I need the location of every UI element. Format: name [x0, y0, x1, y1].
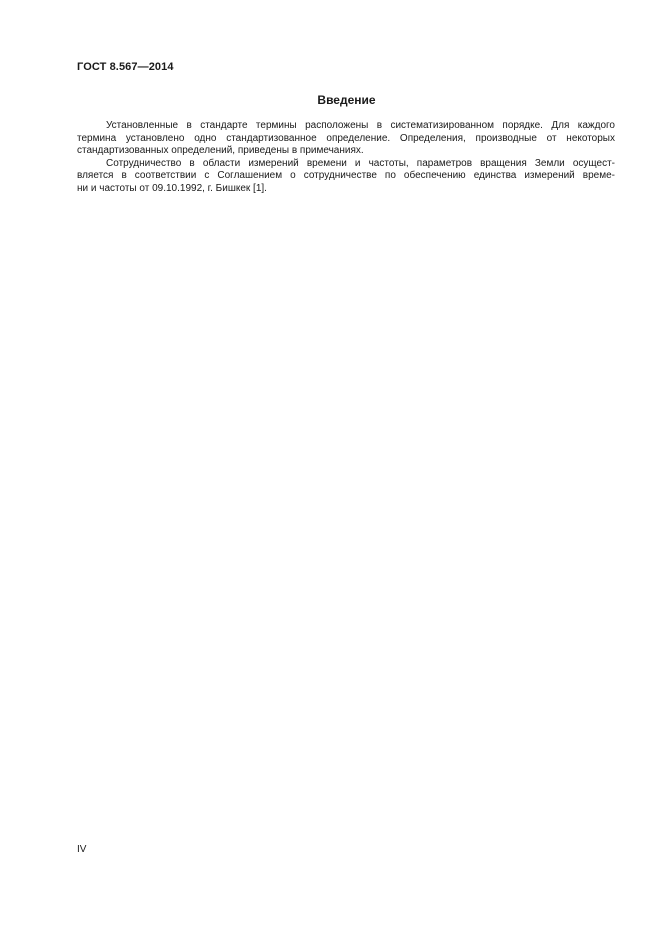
- paragraph-2-line-3: ни и частоты от 09.10.1992, г. Бишкек [1].: [77, 182, 267, 194]
- paragraph-2-line-1: Сотрудничество в области измерений времени и частоты, параметров вращения Земли осущест-: [106, 157, 615, 169]
- paragraph-2-line-2: вляется в соответствии с Соглашением о сотрудничестве по обеспечению единства измерений време-: [77, 170, 615, 182]
- paragraph-1-line-1: Установленные в стандарте термины расположены в систематизированном порядке. Для каждого: [106, 120, 615, 131]
- document-code: ГОСТ 8.567—2014: [77, 61, 174, 73]
- paragraph-1-line-3: стандартизованных определений, приведены в примечаниях.: [77, 145, 364, 157]
- section-title: Введение: [317, 93, 376, 107]
- body-text: [77, 120, 615, 196]
- paragraph-1-line-2: термина установлено одно стандартизованное определение. Определения, производные от некоторых: [77, 132, 615, 144]
- page-number: IV: [77, 844, 87, 855]
